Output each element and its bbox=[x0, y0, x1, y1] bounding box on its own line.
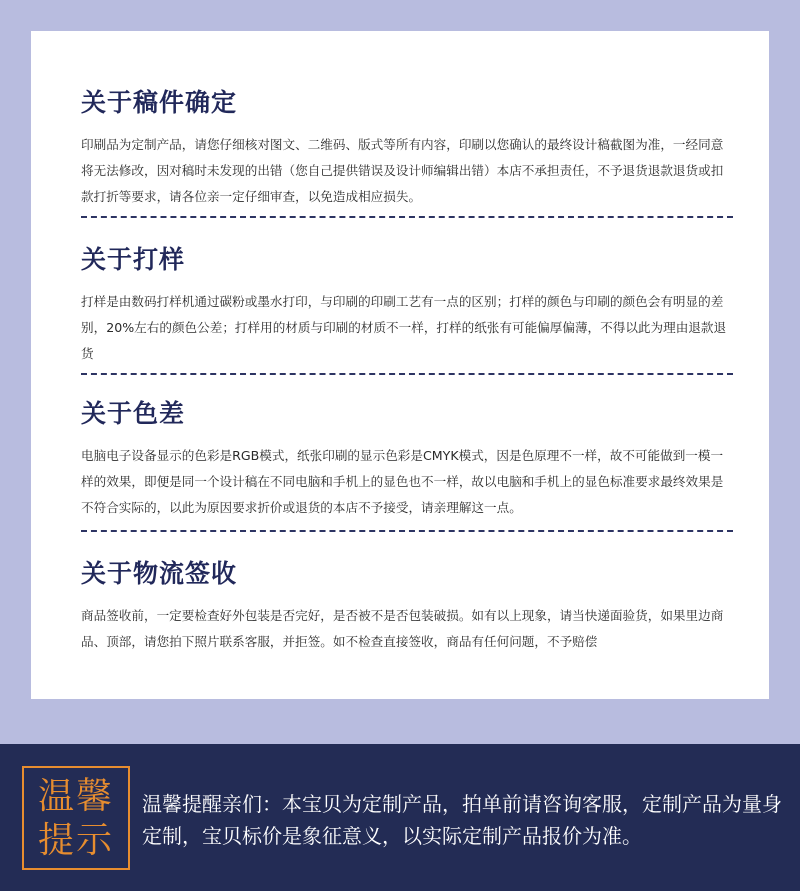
section-text: 印刷品为定制产品，请您仔细核对图文、二维码、版式等所有内容，印刷以您确认的最终设计稿截图为准，一经同意将无法修改，因对稿时未发现的出错（您自己提供错误及设计师编辑出错）本店不承担责任，不予退货退款退货或扣款打折等要求，请各位亲一定仔细审查，以免造成相应损失。 bbox=[81, 137, 724, 204]
section-text: 电脑电子设备显示的色彩是RGB模式，纸张印刷的显示色彩是CMYK模式，因是色原理不一样，故不可能做到一模一样的效果，即便是同一个设计稿在不同电脑和手机上的显色也不一样，故以电脑和手机上的显色标准要求最终效果是不符合实际的，以此为原因要求折价或退货的本店不予接受，请亲理解这一点。 bbox=[81, 448, 724, 515]
dashed-divider bbox=[81, 216, 733, 218]
badge-line-2: 提示 bbox=[37, 820, 114, 861]
warm-tip-message: 温馨提醒亲们：本宝贝为定制产品，拍单前请咨询客服，定制产品为量身定制，宝贝标价是象征意义，以实际定制产品报价为准。 bbox=[142, 792, 782, 848]
notice-card bbox=[31, 31, 769, 699]
section-text: 商品签收前，一定要检查好外包装是否完好，是否被不是否包装破损。如有以上现象，请当快递面验货，如果里边商品、顶部，请您拍下照片联系客服，并拒签。如不检查直接签收，商品有任何问题，不予赔偿 bbox=[81, 608, 724, 649]
section-title: 关于物流签收 bbox=[81, 559, 238, 588]
warm-tip-footer bbox=[0, 744, 800, 891]
section-draft-confirmation bbox=[81, 88, 731, 210]
section-title: 关于打样 bbox=[81, 245, 186, 274]
section-title: 关于色差 bbox=[81, 399, 186, 428]
section-logistics-receipt bbox=[81, 559, 731, 655]
dashed-divider bbox=[81, 530, 733, 532]
dashed-divider bbox=[81, 373, 733, 375]
warm-tip-badge bbox=[22, 766, 130, 870]
section-color-difference bbox=[81, 399, 731, 521]
section-text: 打样是由数码打样机通过碳粉或墨水打印，与印刷的印刷工艺有一点的区别；打样的颜色与印刷的颜色会有明显的差别，20%左右的颜色公差；打样用的材质与印刷的材质不一样，打样的纸张有可能偏厚偏薄，不得以此为理由退款退货 bbox=[81, 294, 727, 361]
badge-line-1: 温馨 bbox=[37, 776, 114, 817]
section-title: 关于稿件确定 bbox=[81, 88, 238, 117]
section-proofing bbox=[81, 245, 731, 367]
